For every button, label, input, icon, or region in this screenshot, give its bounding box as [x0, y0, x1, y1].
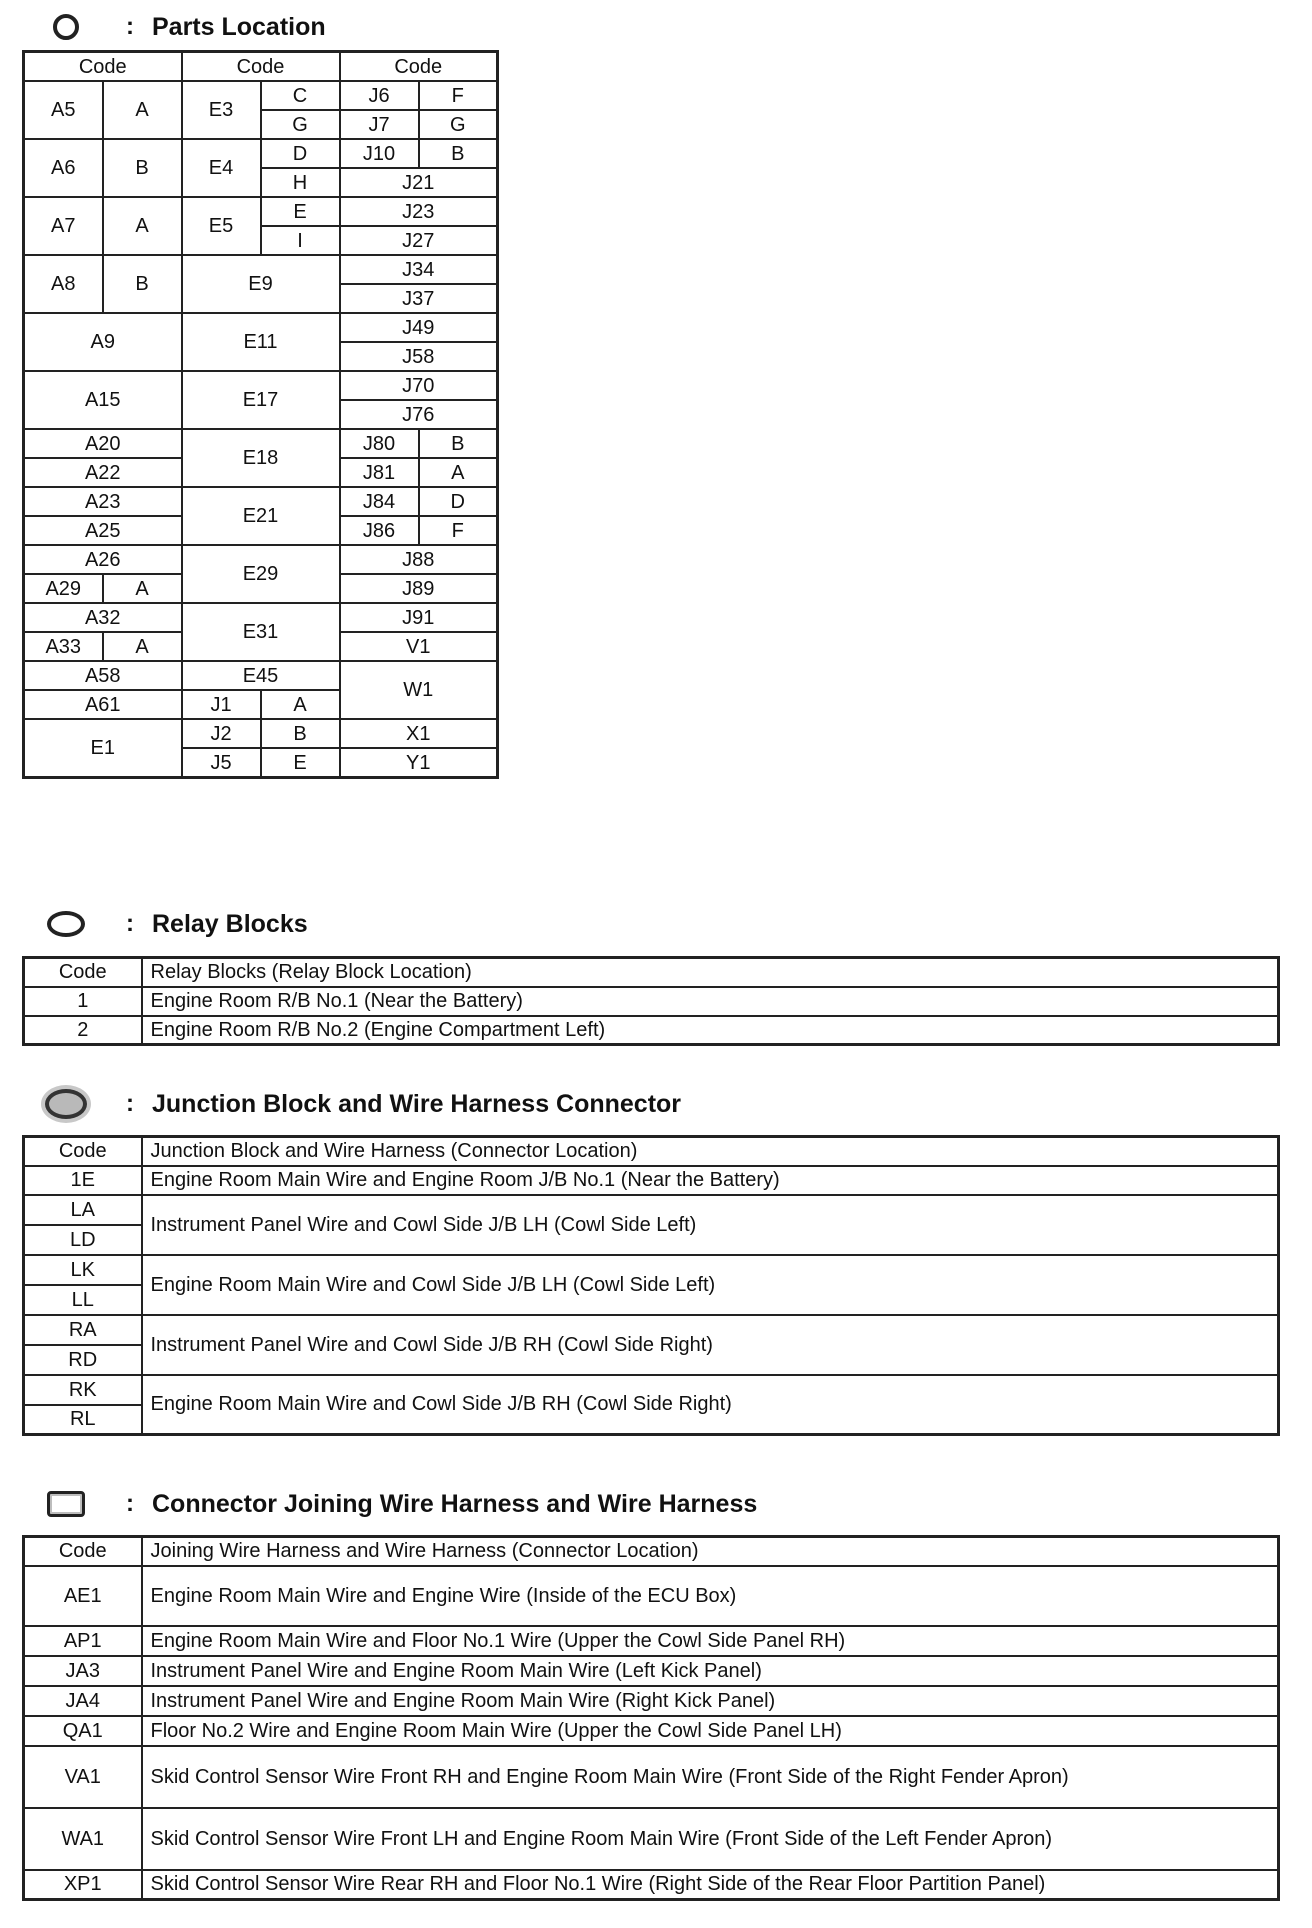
code-cell: LD — [24, 1225, 142, 1255]
description-cell: Floor No.2 Wire and Engine Room Main Wire (Upper the Cowl Side Panel LH) — [142, 1716, 1279, 1746]
code-cell: E18 — [182, 429, 340, 487]
code-cell: LA — [24, 1195, 142, 1225]
code-cell: J76 — [340, 400, 498, 429]
code-cell: LL — [24, 1285, 142, 1315]
header-code: Code — [24, 1537, 142, 1566]
code-cell: D — [261, 139, 340, 168]
code-cell: A25 — [24, 516, 182, 545]
shaded-oval-icon — [44, 1086, 88, 1122]
code-cell: W1 — [340, 661, 498, 719]
code-cell: A — [103, 81, 182, 139]
code-cell: JA4 — [24, 1686, 142, 1716]
code-cell: A — [103, 574, 182, 603]
header-description: Relay Blocks (Relay Block Location) — [142, 958, 1279, 987]
code-cell: E31 — [182, 603, 340, 661]
table-row — [24, 1808, 1279, 1870]
description-cell: Skid Control Sensor Wire Front RH and Engine Room Main Wire (Front Side of the Right Fender Apron) — [142, 1746, 1279, 1808]
code-cell: B — [103, 139, 182, 197]
table-row — [24, 987, 1279, 1016]
table-row — [24, 1686, 1279, 1716]
code-cell: A58 — [24, 661, 182, 690]
heading-colon: : — [126, 1090, 134, 1117]
code-cell: E45 — [182, 661, 340, 690]
code-cell: A7 — [24, 197, 103, 255]
description-cell: Skid Control Sensor Wire Rear RH and Floor No.1 Wire (Right Side of the Rear Floor Partition Panel) — [142, 1870, 1279, 1900]
code-cell: A6 — [24, 139, 103, 197]
code-cell: B — [419, 139, 498, 168]
table-row — [24, 1870, 1279, 1900]
description-cell: Engine Room Main Wire and Cowl Side J/B LH (Cowl Side Left) — [142, 1255, 1279, 1315]
header-code: Code — [24, 958, 142, 987]
code-cell: E9 — [182, 255, 340, 313]
code-cell: J2 — [182, 719, 261, 748]
table-row — [24, 1255, 1279, 1285]
code-cell: J34 — [340, 255, 498, 284]
code-cell: B — [103, 255, 182, 313]
heading-colon: : — [126, 13, 134, 40]
code-cell: XP1 — [24, 1870, 142, 1900]
code-cell: C — [261, 81, 340, 110]
code-cell: J7 — [340, 110, 419, 139]
relay-blocks-table — [22, 956, 1280, 1046]
junction-block-table — [22, 1135, 1280, 1436]
code-cell: AP1 — [24, 1626, 142, 1656]
code-cell: E4 — [182, 139, 261, 197]
description-cell: Instrument Panel Wire and Cowl Side J/B LH (Cowl Side Left) — [142, 1195, 1279, 1255]
description-cell: Instrument Panel Wire and Engine Room Main Wire (Right Kick Panel) — [142, 1686, 1279, 1716]
code-cell: J88 — [340, 545, 498, 574]
description-cell: Instrument Panel Wire and Engine Room Main Wire (Left Kick Panel) — [142, 1656, 1279, 1686]
code-cell: JA3 — [24, 1656, 142, 1686]
table-row — [24, 1716, 1279, 1746]
code-cell: V1 — [340, 632, 498, 661]
code-cell: A29 — [24, 574, 103, 603]
code-cell: J81 — [340, 458, 419, 487]
header-description: Junction Block and Wire Harness (Connector Location) — [142, 1137, 1279, 1166]
table-row — [24, 1656, 1279, 1686]
code-cell: A22 — [24, 458, 182, 487]
section-title: Junction Block and Wire Harness Connector — [152, 1089, 682, 1118]
table-row — [24, 1195, 1279, 1225]
description-cell: Engine Room Main Wire and Engine Room J/B No.1 (Near the Battery) — [142, 1166, 1279, 1195]
code-cell: VA1 — [24, 1746, 142, 1808]
code-cell: A — [103, 197, 182, 255]
code-cell: J89 — [340, 574, 498, 603]
code-cell: J23 — [340, 197, 498, 226]
code-cell: A15 — [24, 371, 182, 429]
code-cell: J58 — [340, 342, 498, 371]
code-cell: 2 — [24, 1016, 142, 1045]
code-cell: Y1 — [340, 748, 498, 778]
code-cell: A32 — [24, 603, 182, 632]
code-cell: RL — [24, 1405, 142, 1435]
table-row — [24, 1375, 1279, 1405]
table-row — [24, 1166, 1279, 1195]
code-cell: A61 — [24, 690, 182, 719]
section-title: Parts Location — [152, 12, 326, 41]
header-code: Code — [24, 1137, 142, 1166]
table-row — [24, 1315, 1279, 1345]
rectangle-icon — [44, 1486, 88, 1522]
code-cell: 1E — [24, 1166, 142, 1195]
description-cell: Skid Control Sensor Wire Front LH and Engine Room Main Wire (Front Side of the Left Fender Apron) — [142, 1808, 1279, 1870]
code-cell: RA — [24, 1315, 142, 1345]
code-cell: A33 — [24, 632, 103, 661]
connector-joining-table — [22, 1535, 1280, 1901]
code-cell: J84 — [340, 487, 419, 516]
code-cell: G — [419, 110, 498, 139]
code-cell: B — [261, 719, 340, 748]
oval-icon — [44, 906, 88, 942]
table-row — [24, 1016, 1279, 1045]
code-cell: E — [261, 748, 340, 778]
code-cell: LK — [24, 1255, 142, 1285]
code-cell: E1 — [24, 719, 182, 778]
header-code: Code — [182, 52, 340, 82]
code-cell: A23 — [24, 487, 182, 516]
code-cell: A — [103, 632, 182, 661]
code-cell: J21 — [340, 168, 498, 197]
code-cell: E3 — [182, 81, 261, 139]
header-code: Code — [24, 52, 182, 82]
code-cell: F — [419, 81, 498, 110]
code-cell: J10 — [340, 139, 419, 168]
header-code: Code — [340, 52, 498, 82]
junction-block-heading — [44, 1082, 681, 1126]
code-cell: B — [419, 429, 498, 458]
code-cell: E29 — [182, 545, 340, 603]
parts-location-table — [22, 50, 499, 779]
description-cell: Engine Room Main Wire and Engine Wire (Inside of the ECU Box) — [142, 1566, 1279, 1626]
code-cell: A8 — [24, 255, 103, 313]
code-cell: A20 — [24, 429, 182, 458]
code-cell: E21 — [182, 487, 340, 545]
table-row — [24, 1626, 1279, 1656]
section-title: Relay Blocks — [152, 909, 308, 938]
code-cell: J5 — [182, 748, 261, 778]
code-cell: J49 — [340, 313, 498, 342]
code-cell: I — [261, 226, 340, 255]
code-cell: D — [419, 487, 498, 516]
heading-colon: : — [126, 1490, 134, 1517]
code-cell: 1 — [24, 987, 142, 1016]
code-cell: J70 — [340, 371, 498, 400]
code-cell: E17 — [182, 371, 340, 429]
code-cell: E5 — [182, 197, 261, 255]
relay-blocks-heading — [44, 902, 308, 946]
heading-colon: : — [126, 910, 134, 937]
section-title: Connector Joining Wire Harness and Wire Harness — [152, 1489, 758, 1518]
code-cell: G — [261, 110, 340, 139]
code-cell: J80 — [340, 429, 419, 458]
header-description: Joining Wire Harness and Wire Harness (Connector Location) — [142, 1537, 1279, 1566]
table-row — [24, 1746, 1279, 1808]
code-cell: J91 — [340, 603, 498, 632]
description-cell: Engine Room Main Wire and Cowl Side J/B RH (Cowl Side Right) — [142, 1375, 1279, 1435]
parts-location-heading — [44, 5, 326, 49]
code-cell: QA1 — [24, 1716, 142, 1746]
code-cell: A5 — [24, 81, 103, 139]
code-cell: WA1 — [24, 1808, 142, 1870]
code-cell: J27 — [340, 226, 498, 255]
code-cell: AE1 — [24, 1566, 142, 1626]
code-cell: J86 — [340, 516, 419, 545]
description-cell: Engine Room R/B No.1 (Near the Battery) — [142, 987, 1279, 1016]
code-cell: RD — [24, 1345, 142, 1375]
code-cell: E11 — [182, 313, 340, 371]
table-row — [24, 1566, 1279, 1626]
description-cell: Instrument Panel Wire and Cowl Side J/B RH (Cowl Side Right) — [142, 1315, 1279, 1375]
connector-joining-heading — [44, 1482, 757, 1526]
code-cell: RK — [24, 1375, 142, 1405]
description-cell: Engine Room R/B No.2 (Engine Compartment Left) — [142, 1016, 1279, 1045]
code-cell: A26 — [24, 545, 182, 574]
code-cell: A9 — [24, 313, 182, 371]
code-cell: A — [261, 690, 340, 719]
code-cell: J37 — [340, 284, 498, 313]
code-cell: H — [261, 168, 340, 197]
code-cell: J1 — [182, 690, 261, 719]
code-cell: X1 — [340, 719, 498, 748]
code-cell: A — [419, 458, 498, 487]
circle-icon — [44, 9, 88, 45]
code-cell: E — [261, 197, 340, 226]
code-cell: J6 — [340, 81, 419, 110]
description-cell: Engine Room Main Wire and Floor No.1 Wire (Upper the Cowl Side Panel RH) — [142, 1626, 1279, 1656]
code-cell: F — [419, 516, 498, 545]
